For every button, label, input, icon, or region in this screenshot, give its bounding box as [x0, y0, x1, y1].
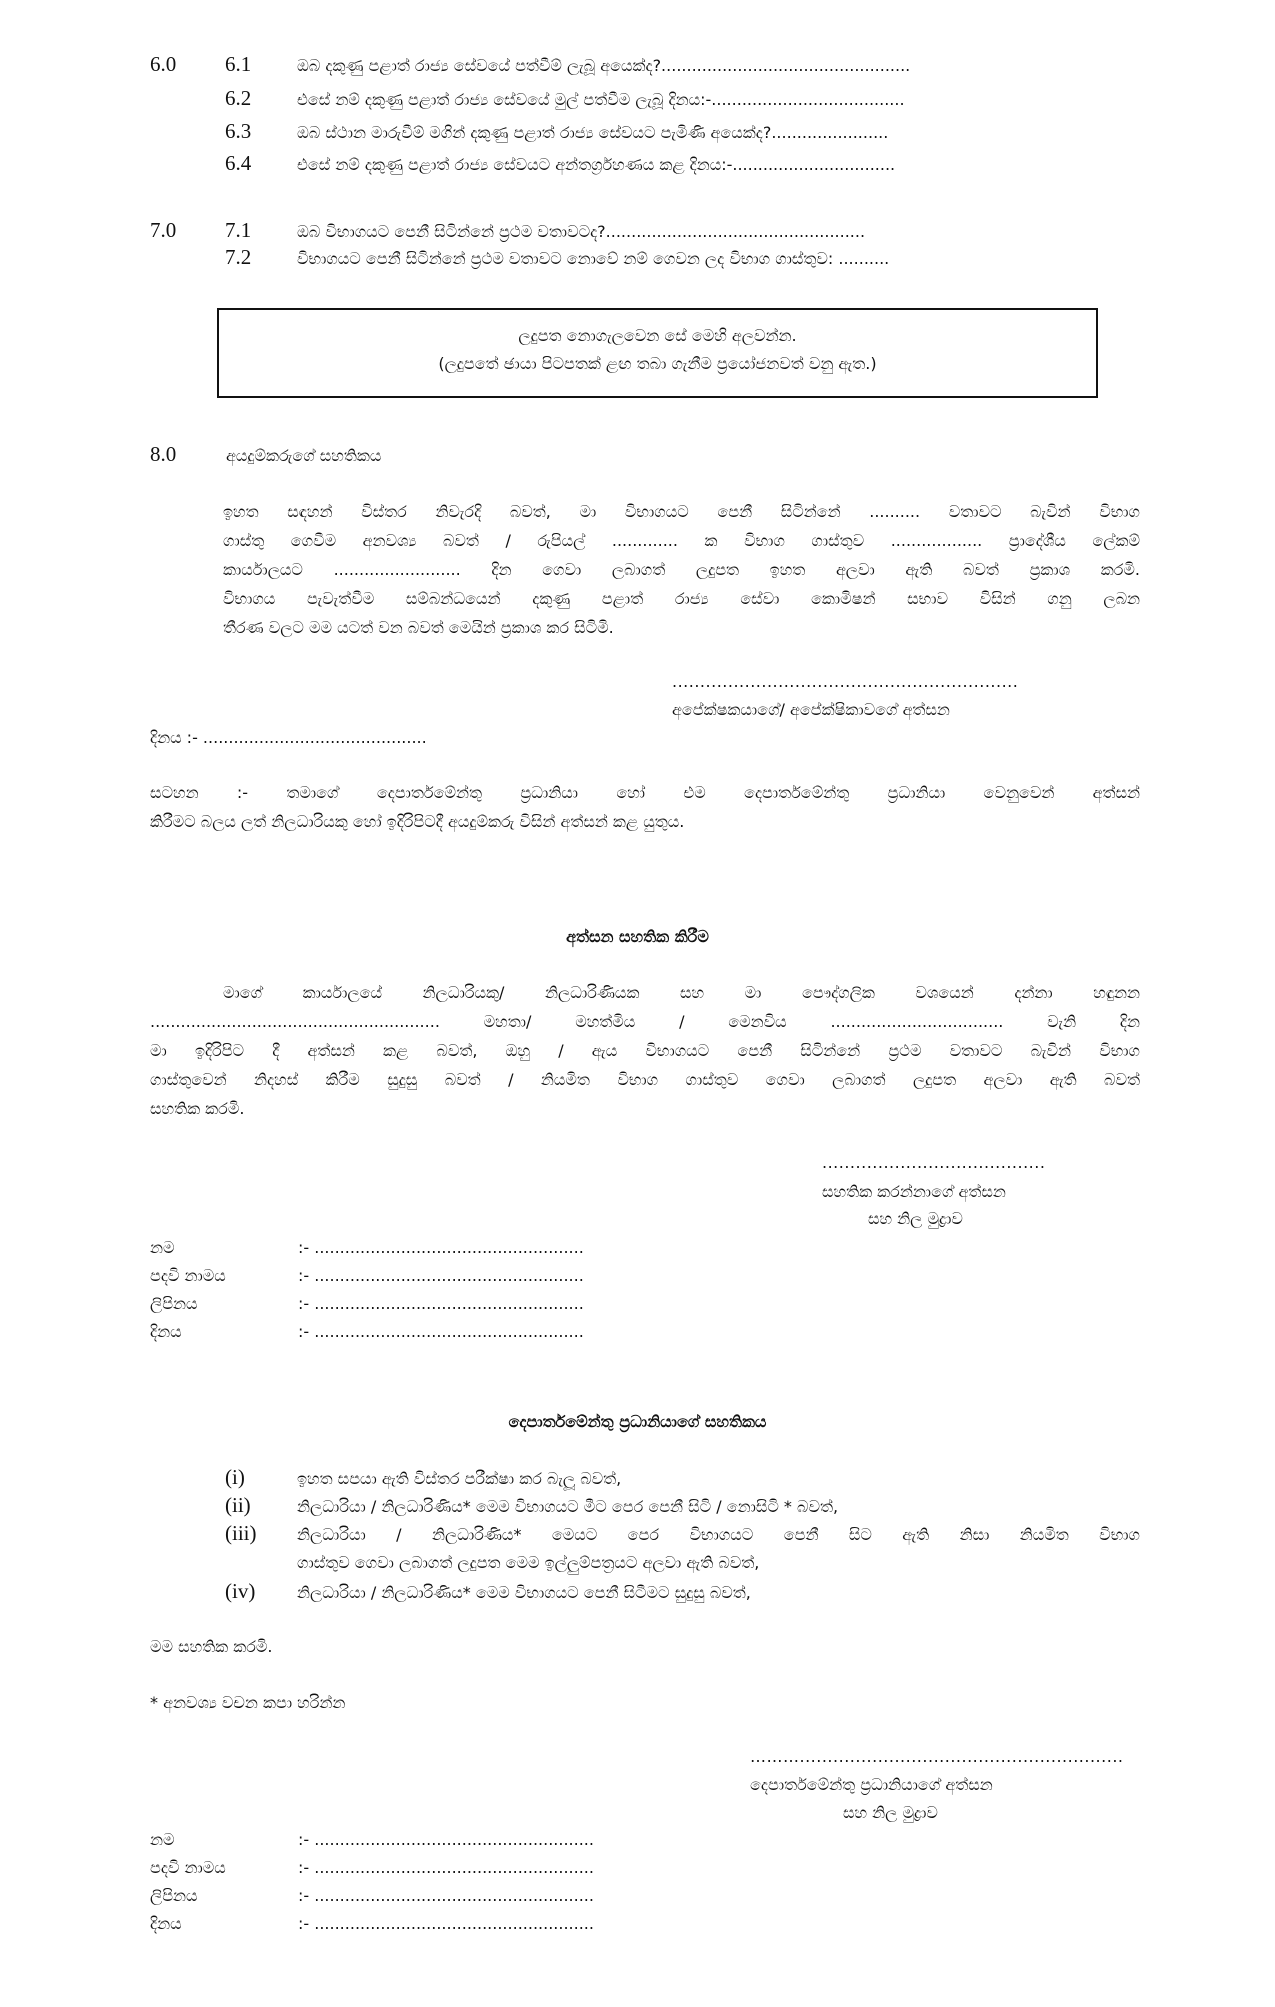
item-6-2-text: එසේ නම් දකුණු පළාත් රාජ්‍ය සේවයේ මුල් පත්වීම ලැබූ දිනය:-......................................: [297, 90, 905, 109]
attestation-line-2: ......................................................... මහතා/ මහත්මිය / මෙනවිය .................................. වැනි දින: [150, 1012, 1140, 1031]
head-item-1-number: (i): [225, 1465, 245, 1489]
applicant-date-field: දිනය :- ............................................: [150, 728, 427, 747]
receipt-paste-box: [217, 308, 1098, 398]
head-certificate-title: දෙපාර්තමේන්තු ප්‍රධානියාගේ සහතිකය: [508, 1412, 767, 1431]
attestation-line-3: මා ඉදිරිපිට දී අත්සන් කළ බවත්, ඔහු / ඇය විභාගයට පෙනී සිටින්නේ ප්‍රථම වතාවට බැවින් විභාග: [150, 1041, 1140, 1060]
head-name-label: නම: [150, 1830, 175, 1849]
item-6-1-number: 6.1: [225, 52, 252, 76]
declaration-line-5: තීරණ වලට මම යටත් වන බවත් මෙයින් ප්‍රකාශ කර සිටිමි.: [223, 618, 614, 637]
item-6-4-number: 6.4: [225, 151, 252, 175]
head-signature-label: දෙපාර්තමේන්තු ප්‍රධානියාගේ අත්සන: [750, 1775, 993, 1794]
receipt-box-line-2: (ලදුපතේ ඡායා පිටපතක් ළඟ තබා ගැනීම ප්‍රයෝජනවත් වනු ඇත.): [438, 354, 877, 373]
certifier-signature-line: ........................................: [822, 1153, 1046, 1172]
applicant-signature-label: අපේක්ෂකයාගේ/ අපේක්ෂිකාවගේ අත්සන: [672, 700, 950, 719]
head-seal-label: සහ නිල මුද්‍රාව: [843, 1803, 938, 1822]
attestation-title: අත්සන සහතික කිරීම: [566, 927, 709, 946]
item-6-1-text: ඔබ දකුණු පළාත් රාජ්‍ය සේවයේ පත්වීම් ලැබූ අයෙක්ද?.................................................: [297, 56, 911, 75]
item-6-3-number: 6.3: [225, 119, 252, 143]
section-8-number: 8.0: [150, 442, 177, 466]
certifier-name-field: :- .....................................................: [298, 1238, 584, 1257]
declaration-line-1: ඉහත සඳහන් විස්තර නිවැරදි බවත්, මා විභාගයට පෙනී සිටින්නේ .......... වතාවට බැවින් විභාග: [223, 502, 1140, 521]
head-date-field: :- .......................................................: [298, 1914, 594, 1933]
item-7-1-number: 7.1: [225, 218, 252, 242]
head-item-4-number: (iv): [225, 1579, 256, 1603]
declaration-line-2: ගාස්තු ගෙවීම අනවශ්‍ය බවත් / රුපියල් ............. ක විභාග ගාස්තුව .................. ප්‍රාදේශීය ලේකම්: [223, 531, 1140, 550]
certifier-date-label: දිනය: [150, 1322, 182, 1341]
head-item-2-number: (ii): [225, 1493, 251, 1517]
head-signature-line: ………..........................................................: [750, 1747, 1124, 1766]
certifier-date-field: :- .....................................................: [298, 1322, 584, 1341]
note-line-1: සටහන :- තමාගේ දෙපාර්තමේන්තු ප්‍රධානියා හෝ එම දෙපාර්තමේන්තු ප්‍රධානියා වෙනුවෙන් අත්සන්: [150, 783, 1140, 802]
item-7-2-number: 7.2: [225, 245, 252, 269]
footnote: * අනවශ්‍ය වචන කපා හරින්න: [150, 1693, 346, 1712]
note-line-2: කිරීමට බලය ලත් නිලධාරියකු හෝ ඉදිරිපිටදී අයදුම්කරු විසින් අත්සන් කළ යුතුය.: [150, 812, 685, 831]
section-6-number: 6.0: [150, 52, 177, 76]
head-date-label: දිනය: [150, 1914, 182, 1933]
item-7-1-text: ඔබ විභාගයට පෙනී සිටින්නේ ප්‍රථම වතාවටද?...................................................: [297, 222, 866, 241]
receipt-box-line-1: ලදුපත නොගැලවෙන සේ මෙහි අලවන්න.: [518, 326, 797, 345]
certifier-designation-field: :- .....................................................: [298, 1266, 584, 1285]
item-6-3-text: ඔබ ස්ථාන මාරුවීම් මගින් දකුණු පළාත් රාජ්‍ය සේවයට පැමිණි අයෙක්ද?.......................: [297, 123, 889, 142]
certifier-address-field: :- .....................................................: [298, 1294, 584, 1313]
section-8-title: අයදුම්කරුගේ සහතිකය: [226, 446, 382, 465]
head-item-2-text: නිලධාරියා / නිලධාරිණිය* මෙම විභාගයට මීට පෙර පෙනී සිටි / නොසිටි * බවත්,: [297, 1497, 839, 1516]
item-7-2-text: විභාගයට පෙනී සිටින්නේ ප්‍රථම වතාවට නොවේ නම් ගෙවන ලද විභාග ගාස්තුව: ..........: [297, 249, 890, 268]
applicant-signature-line: ..............................................................: [672, 672, 1019, 691]
certifier-signature-label: සහතික කරන්නාගේ අත්සන: [822, 1182, 1006, 1201]
certifier-seal-label: සහ නිල මුද්‍රාව: [868, 1209, 963, 1228]
item-6-2-number: 6.2: [225, 86, 252, 110]
head-item-3-text-line-1: නිලධාරියා / නිලධාරිණිය* මෙයට පෙර විභාගයට පෙනී සිට ඇති නිසා නියමිත විභාග: [297, 1525, 1140, 1544]
head-item-4-text: නිලධාරියා / නිලධාරිණිය* මෙම විභාගයට පෙනී සිටීමට සුදුසු බවත්,: [297, 1583, 751, 1602]
section-7-number: 7.0: [150, 218, 177, 242]
head-closing-statement: මම සහතික කරමි.: [150, 1637, 273, 1656]
head-item-3-number: (iii): [225, 1521, 257, 1545]
head-designation-field: :- .......................................................: [298, 1858, 594, 1877]
item-6-4-text: එසේ නම් දකුණු පළාත් රාජ්‍ය සේවයට අන්තර්ග්‍රහණය කළ දිනය:-................................: [297, 155, 896, 174]
certifier-designation-label: පදවි නාමය: [150, 1266, 226, 1285]
head-address-label: ලිපිනය: [150, 1886, 198, 1905]
attestation-line-4: ගාස්තුවෙන් නිදහස් කිරීම සුදුසු බවත් / නියමිත විභාග ගාස්තුව ගෙවා ලබාගත් ලදුපත අලවා ඇති බවත්: [150, 1070, 1140, 1089]
certifier-address-label: ලිපිනය: [150, 1294, 198, 1313]
attestation-line-5: සහතික කරමි.: [150, 1099, 245, 1118]
declaration-line-3: කාර්යාලයට ......................... දින ගෙවා ලබාගත් ලදුපත ඉහත අලවා ඇති බවත් ප්‍රකාශ කරමි.: [223, 560, 1140, 579]
head-address-field: :- .......................................................: [298, 1886, 594, 1905]
head-name-field: :- .......................................................: [298, 1830, 594, 1849]
attestation-line-1: මාගේ කාර්යාලයේ නිලධාරියකු/ නිලධාරිණියක සහ මා පෞද්ගලික වශයෙන් දන්නා හඳුනන: [223, 983, 1140, 1002]
head-item-1-text: ඉහත සපයා ඇති විස්තර පරීක්ෂා කර බැලූ බවත්,: [297, 1469, 622, 1488]
head-item-3-text-line-2: ගාස්තුව ගෙවා ලබාගත් ලදුපත මෙම ඉල්ලුම්පත්‍රයට අලවා ඇති බවත්,: [297, 1553, 760, 1572]
declaration-line-4: විභාගය පැවැත්වීම සම්බන්ධයෙන් දකුණු පළාත් රාජ්‍ය සේවා කොමිෂන් සභාව විසින් ගනු ලබන: [223, 589, 1140, 608]
head-designation-label: පදවි නාමය: [150, 1858, 226, 1877]
certifier-name-label: නම: [150, 1238, 175, 1257]
